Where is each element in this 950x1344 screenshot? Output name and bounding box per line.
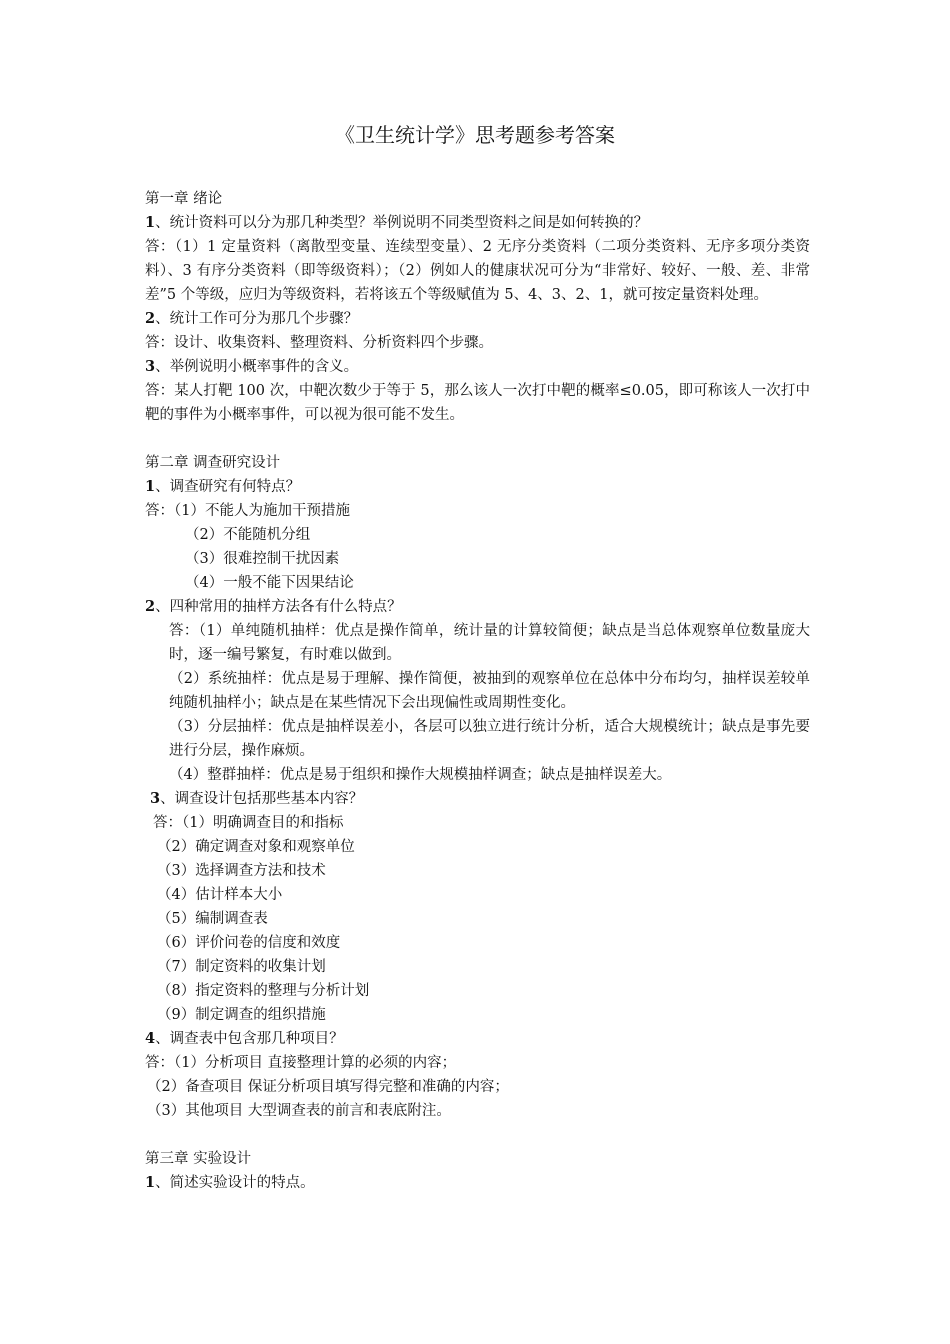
question-text: 、统计工作可分为那几个步骤？: [155, 311, 359, 327]
chapter-2-answer-4-item: （2）备查项目 保证分析项目填写得完整和准确的内容；: [147, 1079, 509, 1095]
chapter-2-answer-1-item: 答：（1）不能人为施加干预措施: [145, 503, 350, 519]
question-text: 、调查研究有何特点？: [155, 479, 301, 495]
question-text: 、举例说明小概率事件的含义。: [155, 359, 359, 375]
section-gap: [145, 1123, 810, 1147]
chapter-2-answer-3-item: （5）编制调查表: [157, 911, 268, 927]
chapter-2-answer-3-item: （8）指定资料的整理与分析计划: [157, 983, 370, 999]
chapter-2-answer-3-item: （7）制定资料的收集计划: [157, 959, 326, 975]
document-title: 《卫生统计学》思考题参考答案: [335, 123, 615, 147]
question-number: 1: [145, 1174, 156, 1191]
chapter-2-answer-3-item: 答：（1）明确调查目的和指标: [153, 815, 344, 831]
chapter-1-question-3: [145, 355, 810, 379]
chapter-2-question-3: [145, 787, 810, 811]
section-gap: [145, 427, 810, 451]
chapter-2-answer-3-item: （2）确定调查对象和观察单位: [157, 839, 355, 855]
chapter-2-question-4: [145, 1027, 810, 1051]
chapter-3-question-1: [145, 1171, 810, 1195]
chapter-2-answer-3-item: （4）估计样本大小: [157, 887, 283, 903]
chapter-2-answer-1-item: （2）不能随机分组: [185, 527, 311, 543]
chapter-1-question-1: [145, 211, 810, 235]
question-number: 3: [150, 790, 161, 807]
chapter-1-answer-1: 答：（1）1 定量资料（离散型变量、连续型变量）、2 无序分类资料（二项分类资料、无序多项分类资料）、3 有序分类资料（即等级资料）；（2）例如人的健康状况可分为“非常好、较好、一般、差、非常差”5 个等级，应归为等级资料，若将该五个等级赋值为 5、4、3、2、1，就可按定量资料处理。: [145, 239, 810, 303]
question-text: 、四种常用的抽样方法各有什么特点？: [155, 599, 402, 615]
chapter-1-question-2: [145, 307, 810, 331]
chapter-1-answer-2: 答：设计、收集资料、整理资料、分析资料四个步骤。: [145, 335, 493, 351]
question-number: 3: [145, 358, 156, 375]
chapter-2-answer-2-item: 答：（1）单纯随机抽样：优点是操作简单，统计量的计算较简便；缺点是当总体观察单位数量庞大时，逐一编号繁复，有时难以做到。: [169, 623, 810, 663]
chapter-2-answer-2-item: （4）整群抽样：优点是易于组织和操作大规模抽样调查；缺点是抽样误差大。: [169, 767, 672, 783]
chapter-1-heading: 第一章 绪论: [145, 191, 223, 207]
chapter-3-heading: 第三章 实验设计: [145, 1151, 252, 1167]
question-number: 4: [145, 1030, 156, 1047]
question-number: 2: [145, 310, 156, 327]
chapter-2-answer-2-item: （2）系统抽样：优点是易于理解、操作简便，被抽到的观察单位在总体中分布均匀，抽样误差较单纯随机抽样小；缺点是在某些情况下会出现偏性或周期性变化。: [169, 671, 810, 711]
chapter-2-answer-4-item: （3）其他项目 大型调查表的前言和表底附注。: [147, 1103, 451, 1119]
chapter-2-answer-3-item: （6）评价问卷的信度和效度: [157, 935, 341, 951]
question-text: 、简述实验设计的特点。: [155, 1175, 315, 1191]
chapter-2-answer-2-item: （3）分层抽样：优点是抽样误差小，各层可以独立进行统计分析，适合大规模统计；缺点是事先要进行分层，操作麻烦。: [169, 719, 810, 759]
chapter-2-answer-3-item: （9）制定调查的组织措施: [157, 1007, 326, 1023]
question-number: 2: [145, 598, 156, 615]
chapter-2-answer-4-item: 答：（1）分析项目 直接整理计算的必须的内容；: [145, 1055, 457, 1071]
question-text: 、调查表中包含那几种项目？: [155, 1031, 344, 1047]
question-text: 、调查设计包括那些基本内容？: [160, 791, 364, 807]
chapter-2-answer-1-item: （4）一般不能下因果结论: [185, 575, 354, 591]
chapter-2-heading: 第二章 调查研究设计: [145, 455, 281, 471]
chapter-2-question-2: [145, 595, 810, 619]
chapter-1-answer-3: 答：某人打靶 100 次，中靶次数少于等于 5，那么该人一次打中靶的概率≤0.05，即可称该人一次打中靶的事件为小概率事件，可以视为很可能不发生。: [145, 383, 810, 423]
chapter-2-answer-1-item: （3）很难控制干扰因素: [185, 551, 340, 567]
document-body: [145, 187, 810, 1195]
question-number: 1: [145, 478, 156, 495]
question-text: 、统计资料可以分为那几种类型？举例说明不同类型资料之间是如何转换的？: [155, 215, 649, 231]
question-number: 1: [145, 214, 156, 231]
chapter-2-question-1: [145, 475, 810, 499]
chapter-2-answer-3-item: （3）选择调查方法和技术: [157, 863, 326, 879]
